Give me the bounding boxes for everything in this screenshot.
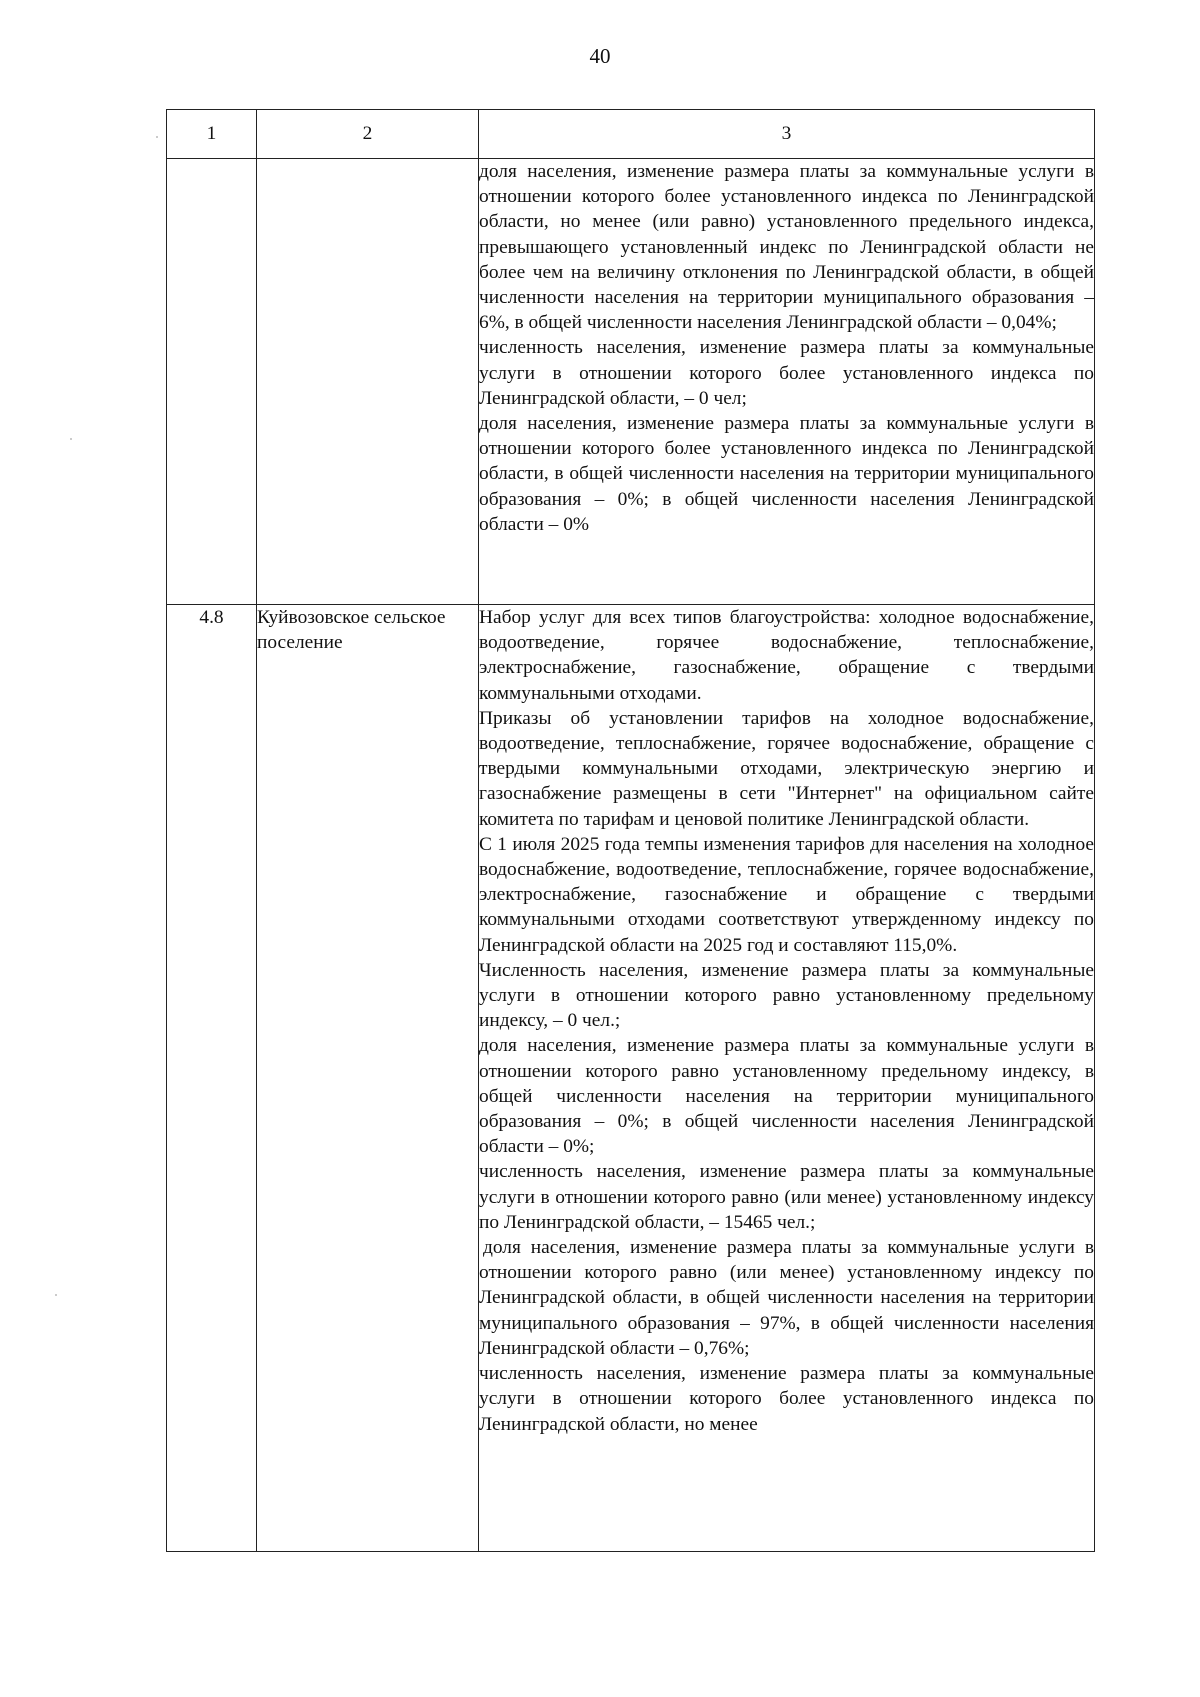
page-number: 40 [589, 44, 611, 68]
row-name-cell: Куйвозовское сельское поселение [257, 605, 479, 1552]
header-cell-1: 1 [167, 110, 257, 159]
header-cell-2: 2 [257, 110, 479, 159]
scan-speck [156, 136, 158, 138]
row-number-cell: 4.8 [167, 605, 257, 1552]
row-text-cell [479, 605, 1095, 1552]
paragraph: доля населения, изменение размера платы за коммунальные услуги в отношении которого более установленного индекса по Ленинградской области, в общей численности населения на территории муниципального образования – 0%; в общей численности населения Ленинградской области – 0% [479, 413, 1094, 535]
paragraph: Приказы об установлении тарифов на холодное водоснабжение, водоотведение, теплоснабжение, горячее водоснабжение, обращение с твердыми коммунальными отходами, электрическую энергию и газоснабжение размещены в сети "Интернет" на официальном сайте комитета по тарифам и ценовой политике Ленинградской области. [479, 707, 1094, 830]
paragraph: численность населения, изменение размера платы за коммунальные услуги в отношении которого более установленного индекса по Ленинградской области, – 0 чел; [479, 337, 1094, 409]
header-cell-3: 3 [479, 110, 1095, 159]
row-text-cell [479, 159, 1095, 605]
scan-speck [55, 1294, 57, 1296]
paragraph: доля населения, изменение размера платы за коммунальные услуги в отношении которого равно установленному предельному индексу, в общей численности населения на территории муниципального образования – 0%; в общей численности населения Ленинградской области – 0%; [479, 1035, 1094, 1158]
paragraph: С 1 июля 2025 года темпы изменения тарифов для населения на холодное водоснабжение, водоотведение, теплоснабжение, горячее водоснабжение, электроснабжение, газоснабжение и обращение с твердыми коммунальными отходами соответствуют утвержденному индексу по Ленинградской области на 2025 год и составляют 115,0%. [479, 833, 1094, 956]
data-table [166, 109, 1095, 1552]
row-name-cell [257, 159, 479, 605]
table-row-continued [167, 159, 1095, 605]
row-number-cell [167, 159, 257, 605]
table-header-row [167, 110, 1095, 159]
paragraph: Набор услуг для всех типов благоустройства: холодное водоснабжение, водоотведение, горячее водоснабжение, теплоснабжение, электроснабжение, газоснабжение, обращение с твердыми коммунальными отходами. [479, 607, 1094, 704]
paragraph: Численность населения, изменение размера платы за коммунальные услуги в отношении которого равно установленному предельному индексу, – 0 чел.; [479, 959, 1094, 1032]
paragraph: доля населения, изменение размера платы за коммунальные услуги в отношении которого более установленного индекса по Ленинградской области, но менее (или равно) установленного предельного индекса, превышающего установленный индекс по Ленинградской области не более чем на величину отклонения по Ленинградской области, в общей численности населения на территории муниципального образования – 6%, в общей численности населения Ленинградской области – 0,04%; [479, 161, 1094, 334]
paragraph: доля населения, изменение размера платы за коммунальные услуги в отношении которого равно (или менее) установленному индексу по Ленинградской области, в общей численности населения на территории муниципального образования – 97%, в общей численности населения Ленинградской области – 0,76%; [479, 1237, 1094, 1359]
scan-speck [70, 438, 72, 440]
paragraph: численность населения, изменение размера платы за коммунальные услуги в отношении которого равно (или менее) установленному индексу по Ленинградской области, – 15465 чел.; [479, 1161, 1094, 1233]
table-row [167, 605, 1095, 1552]
paragraph: численность населения, изменение размера платы за коммунальные услуги в отношении которого более установленного индекса по Ленинградской области, но менее [479, 1363, 1094, 1435]
